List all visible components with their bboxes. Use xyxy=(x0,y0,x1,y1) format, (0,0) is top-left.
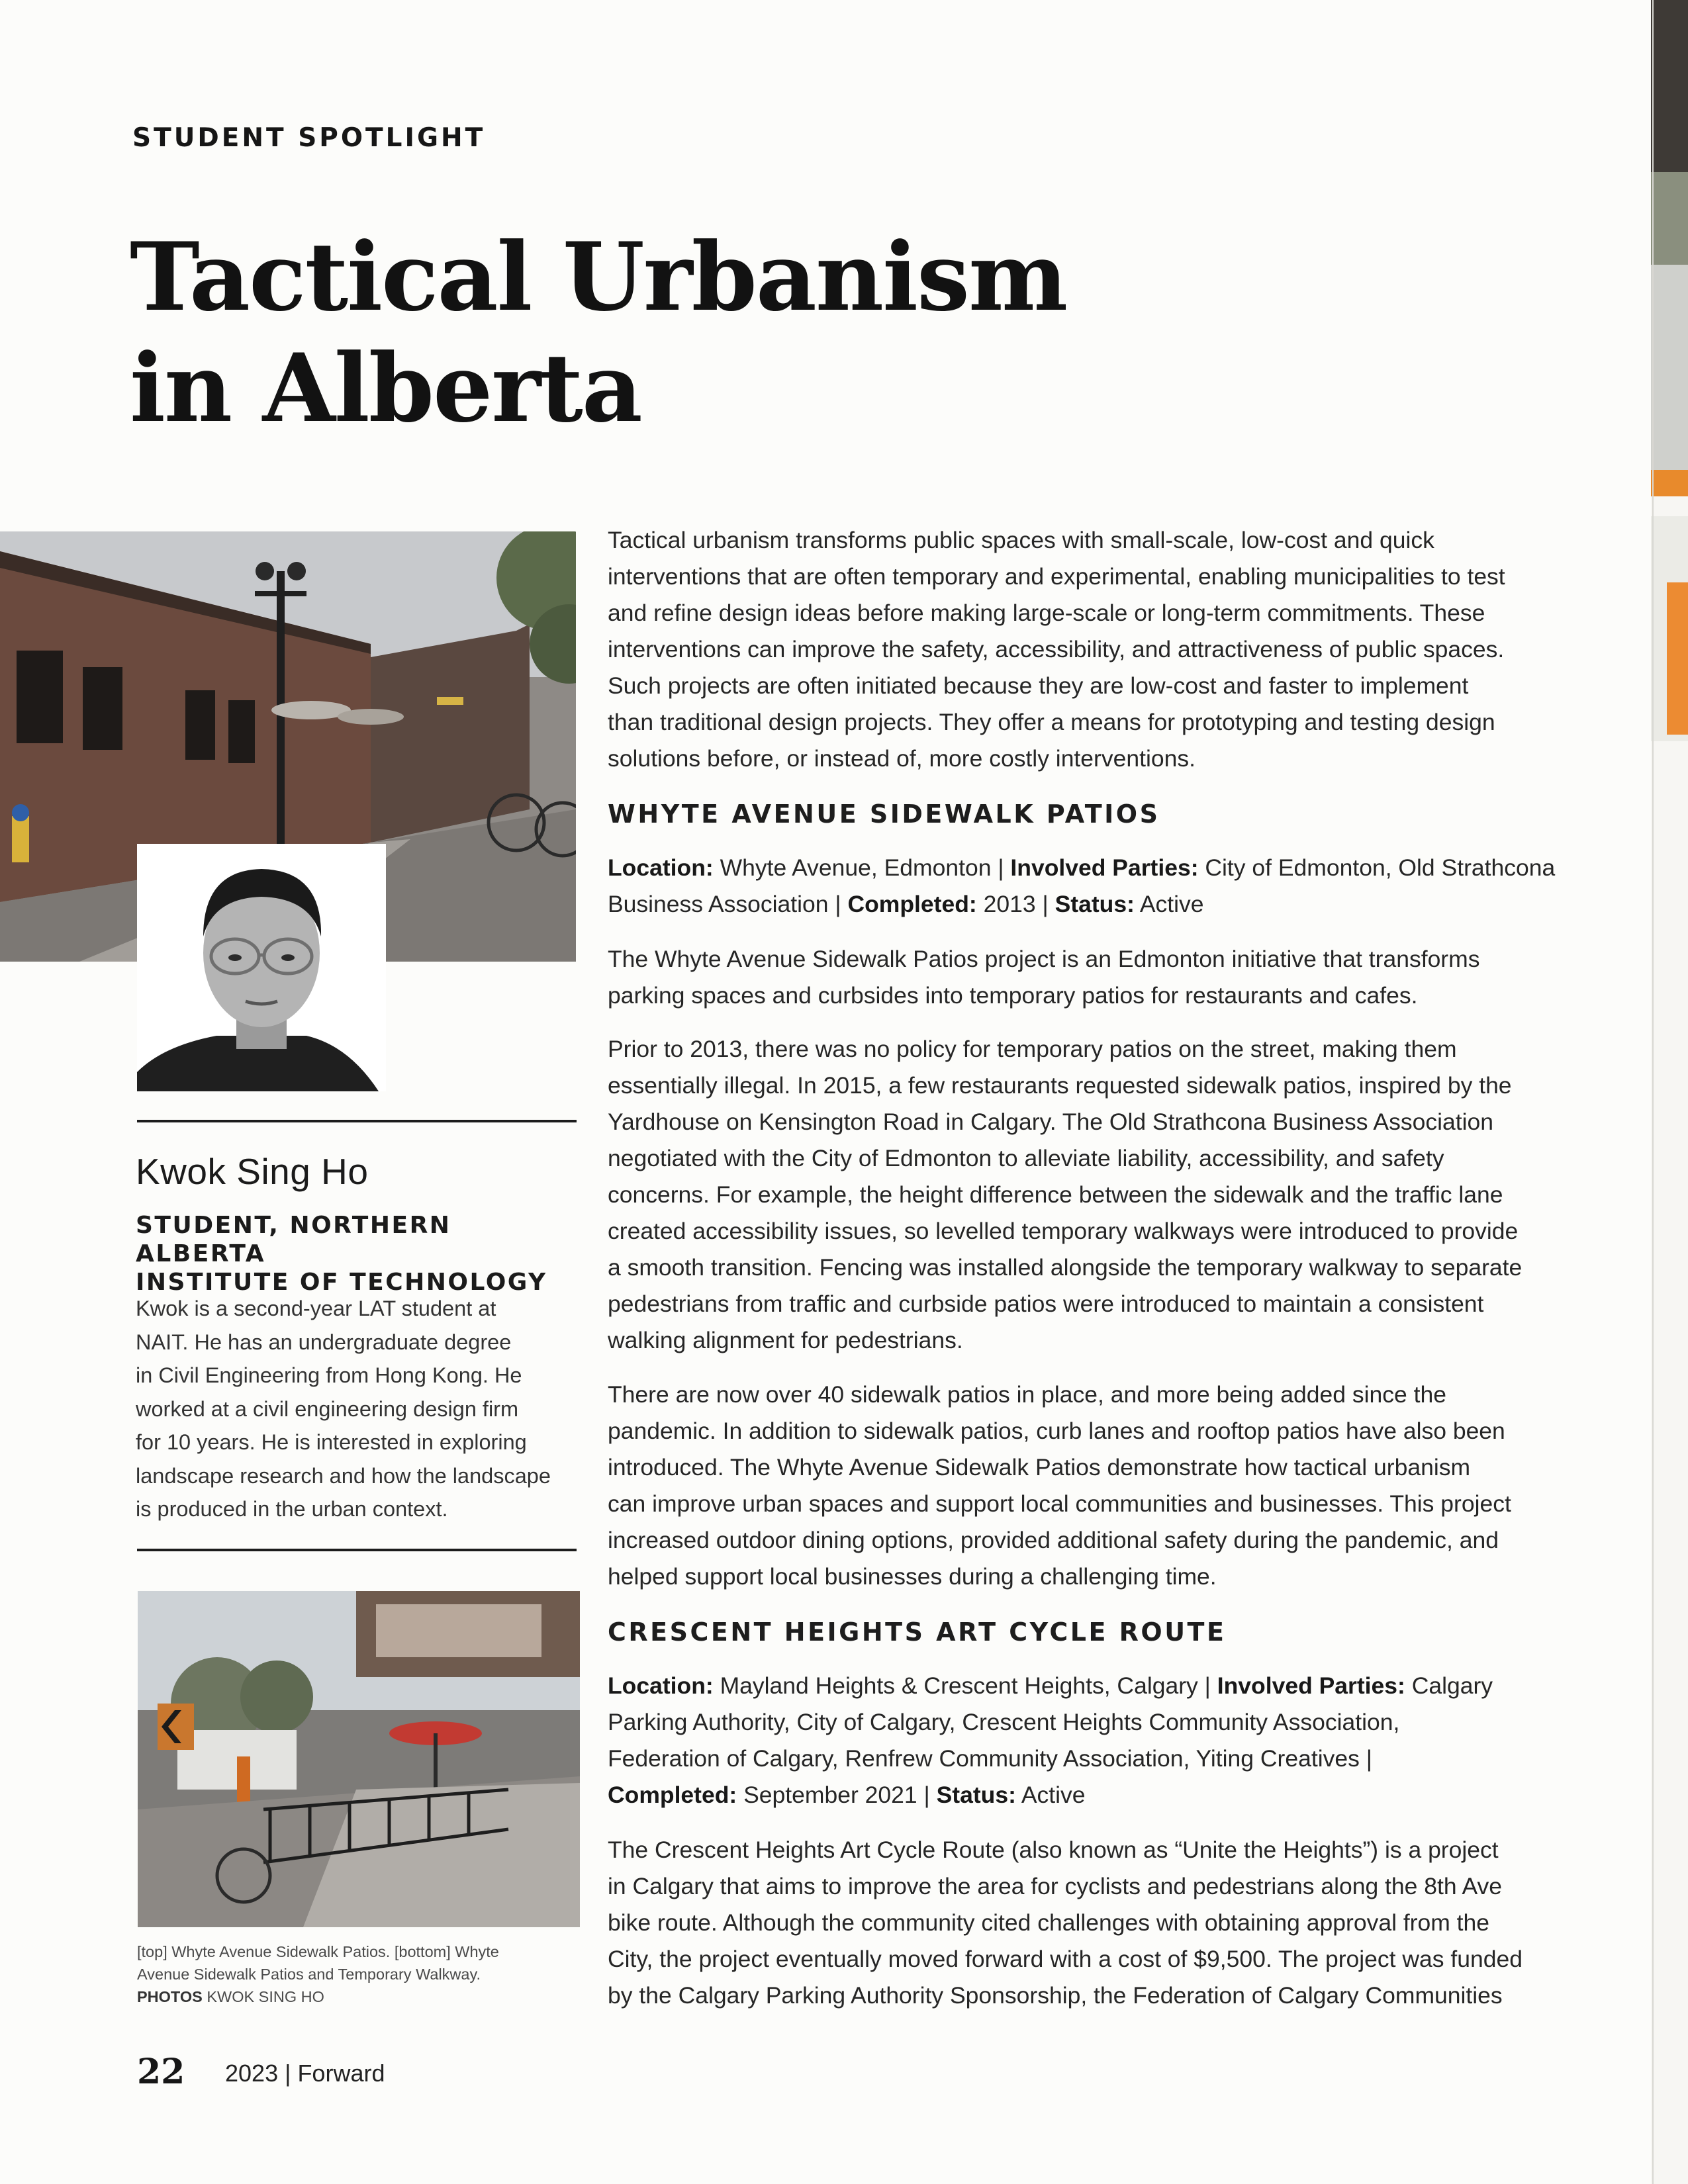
text-line: pedestrians from traffic and curbside patios were introduced to maintain a consistent xyxy=(608,1291,1484,1317)
text-line: The Whyte Avenue Sidewalk Patios project is an Edmonton initiative that transforms xyxy=(608,946,1480,972)
sidebar-divider-top xyxy=(137,1120,577,1122)
status-value: Active xyxy=(1021,1782,1086,1808)
separator: | xyxy=(1042,891,1049,917)
details-line-1 xyxy=(608,1668,1548,1704)
text-line: than traditional design projects. They offer a means for prototyping and testing design xyxy=(608,709,1495,735)
student-affiliation xyxy=(136,1211,586,1297)
affiliation-line-2: INSTITUTE OF TECHNOLOGY xyxy=(136,1269,547,1296)
completed-value: 2013 xyxy=(983,891,1036,917)
separator: | xyxy=(835,891,841,917)
text-line: Yardhouse on Kensington Road in Calgary. The Old Strathcona Business Association xyxy=(608,1109,1493,1135)
text-line: bike route. Although the community cited challenges with obtaining approval from the xyxy=(608,1909,1490,1936)
whyte-paragraph-3 xyxy=(608,1377,1548,1595)
whyte-paragraph-2 xyxy=(608,1031,1548,1359)
caption-line-2: Avenue Sidewalk Patios and Temporary Walkway. xyxy=(137,1966,481,1983)
text-line: pandemic. In addition to sidewalk patios, curb lanes and rooftop patios have also been xyxy=(608,1418,1505,1444)
photo-credit-label: PHOTOS xyxy=(137,1988,203,2005)
text-line: concerns. For example, the height difference between the sidewalk and the traffic lane xyxy=(608,1181,1503,1208)
text-line: parking spaces and curbsides into temporary patios for restaurants and cafes. xyxy=(608,982,1418,1009)
photo-credit xyxy=(137,1985,587,2008)
text-line: by the Calgary Parking Authority Sponsorship, the Federation of Calgary Communities xyxy=(608,1982,1503,2009)
article-title xyxy=(130,222,1255,444)
title-line-2: in Alberta xyxy=(130,334,641,443)
bio-line: in Civil Engineering from Hong Kong. He xyxy=(136,1363,522,1387)
parties-value: Federation of Calgary, Renfrew Community Association, Yiting Creatives xyxy=(608,1745,1360,1772)
facing-page-edge xyxy=(1651,0,1688,2184)
completed-label: Completed: xyxy=(847,891,977,917)
status-value: Active xyxy=(1139,891,1204,917)
status-label: Status: xyxy=(936,1782,1016,1808)
location-label: Location: xyxy=(608,854,714,881)
student-portrait xyxy=(137,844,386,1091)
photo-caption xyxy=(137,1940,587,2008)
separator: | xyxy=(923,1782,930,1808)
parties-value: City of Edmonton, Old Strathcona xyxy=(1205,854,1556,881)
parties-value: Business Association xyxy=(608,891,829,917)
bio-line: is produced in the urban context. xyxy=(136,1497,448,1521)
text-line: solutions before, or instead of, more costly interventions. xyxy=(608,745,1196,772)
text-line: interventions that are often temporary and experimental, enabling municipalities to test xyxy=(608,563,1505,590)
student-bio xyxy=(136,1292,586,1526)
parties-value: Calgary xyxy=(1411,1672,1493,1699)
separator: | xyxy=(1366,1745,1372,1772)
text-line: interventions can improve the safety, accessibility, and attractiveness of public spaces. xyxy=(608,636,1505,662)
bio-line: Kwok is a second-year LAT student at xyxy=(136,1297,496,1320)
details-line-2 xyxy=(608,886,1548,923)
text-line: City, the project eventually moved forward with a cost of $9,500. The project was funded xyxy=(608,1946,1523,1972)
section-label: STUDENT SPOTLIGHT xyxy=(132,123,486,153)
text-line: Tactical urbanism transforms public spaces with small-scale, low-cost and quick xyxy=(608,527,1434,553)
bio-line: NAIT. He has an undergraduate degree xyxy=(136,1330,512,1354)
bio-line: for 10 years. He is interested in exploring xyxy=(136,1430,527,1454)
text-line: and refine design ideas before making large-scale or long-term commitments. These xyxy=(608,600,1485,626)
completed-value: September 2021 xyxy=(743,1782,917,1808)
sidebar-divider-bottom xyxy=(137,1549,577,1551)
text-line: introduced. The Whyte Avenue Sidewalk Patios demonstrate how tactical urbanism xyxy=(608,1454,1471,1480)
section-heading-crescent-heights: CRESCENT HEIGHTS ART CYCLE ROUTE xyxy=(608,1617,1227,1647)
text-line: walking alignment for pedestrians. xyxy=(608,1327,963,1353)
text-line: Such projects are often initiated because they are low-cost and faster to implement xyxy=(608,672,1469,699)
text-line: a smooth transition. Fencing was installed alongside the temporary walkway to separate xyxy=(608,1254,1523,1281)
affiliation-line-1: STUDENT, NORTHERN ALBERTA xyxy=(136,1212,451,1267)
intro-paragraph xyxy=(608,522,1548,777)
details-line-4 xyxy=(608,1777,1548,1813)
text-line: in Calgary that aims to improve the area for cyclists and pedestrians along the 8th Ave xyxy=(608,1873,1503,1899)
text-line: created accessibility issues, so levelled temporary walkways were introduced to provide xyxy=(608,1218,1519,1244)
text-line: essentially illegal. In 2015, a few restaurants requested sidewalk patios, inspired by the xyxy=(608,1072,1512,1099)
bio-line: landscape research and how the landscape xyxy=(136,1463,551,1488)
text-line: increased outdoor dining options, provided additional safety during the pandemic, and xyxy=(608,1527,1499,1553)
title-line-1: Tactical Urbanism xyxy=(130,222,1067,332)
location-label: Location: xyxy=(608,1672,714,1699)
temporary-walkway-photo xyxy=(138,1591,580,1927)
text-line: can improve urban spaces and support local communities and businesses. This project xyxy=(608,1490,1511,1517)
crescent-paragraph-1 xyxy=(608,1832,1548,2014)
section-heading-whyte-avenue: WHYTE AVENUE SIDEWALK PATIOS xyxy=(608,799,1160,829)
caption-line-1: [top] Whyte Avenue Sidewalk Patios. [bottom] Whyte xyxy=(137,1943,499,1960)
photo-credit-name: KWOK SING HO xyxy=(207,1988,324,2005)
completed-label: Completed: xyxy=(608,1782,737,1808)
student-name: Kwok Sing Ho xyxy=(136,1151,369,1192)
details-line-2: Parking Authority, City of Calgary, Crescent Heights Community Association, xyxy=(608,1709,1400,1735)
details-line-3 xyxy=(608,1741,1548,1777)
details-line-1 xyxy=(608,850,1556,886)
status-label: Status: xyxy=(1055,891,1135,917)
text-line: Prior to 2013, there was no policy for temporary patios on the street, making them xyxy=(608,1036,1457,1062)
bio-line: worked at a civil engineering design firm xyxy=(136,1396,519,1421)
text-line: negotiated with the City of Edmonton to alleviate liability, accessibility, and safety xyxy=(608,1145,1444,1171)
separator: | xyxy=(1204,1672,1211,1699)
project-details-crescent-heights xyxy=(608,1668,1548,1813)
whyte-paragraph-1 xyxy=(608,941,1548,1014)
text-line: There are now over 40 sidewalk patios in place, and more being added since the xyxy=(608,1381,1446,1408)
location-value: Whyte Avenue, Edmonton xyxy=(720,854,992,881)
parties-label: Involved Parties: xyxy=(1217,1672,1405,1699)
parties-label: Involved Parties: xyxy=(1010,854,1199,881)
project-details-whyte-avenue xyxy=(608,850,1556,923)
text-line: helped support local businesses during a challenging time. xyxy=(608,1563,1217,1590)
separator: | xyxy=(998,854,1004,881)
publication-name: 2023 | Forward xyxy=(225,2060,385,2087)
location-value: Mayland Heights & Crescent Heights, Calgary xyxy=(720,1672,1198,1699)
page-number: 22 xyxy=(137,2052,185,2092)
text-line: The Crescent Heights Art Cycle Route (also known as “Unite the Heights”) is a project xyxy=(608,1837,1499,1863)
